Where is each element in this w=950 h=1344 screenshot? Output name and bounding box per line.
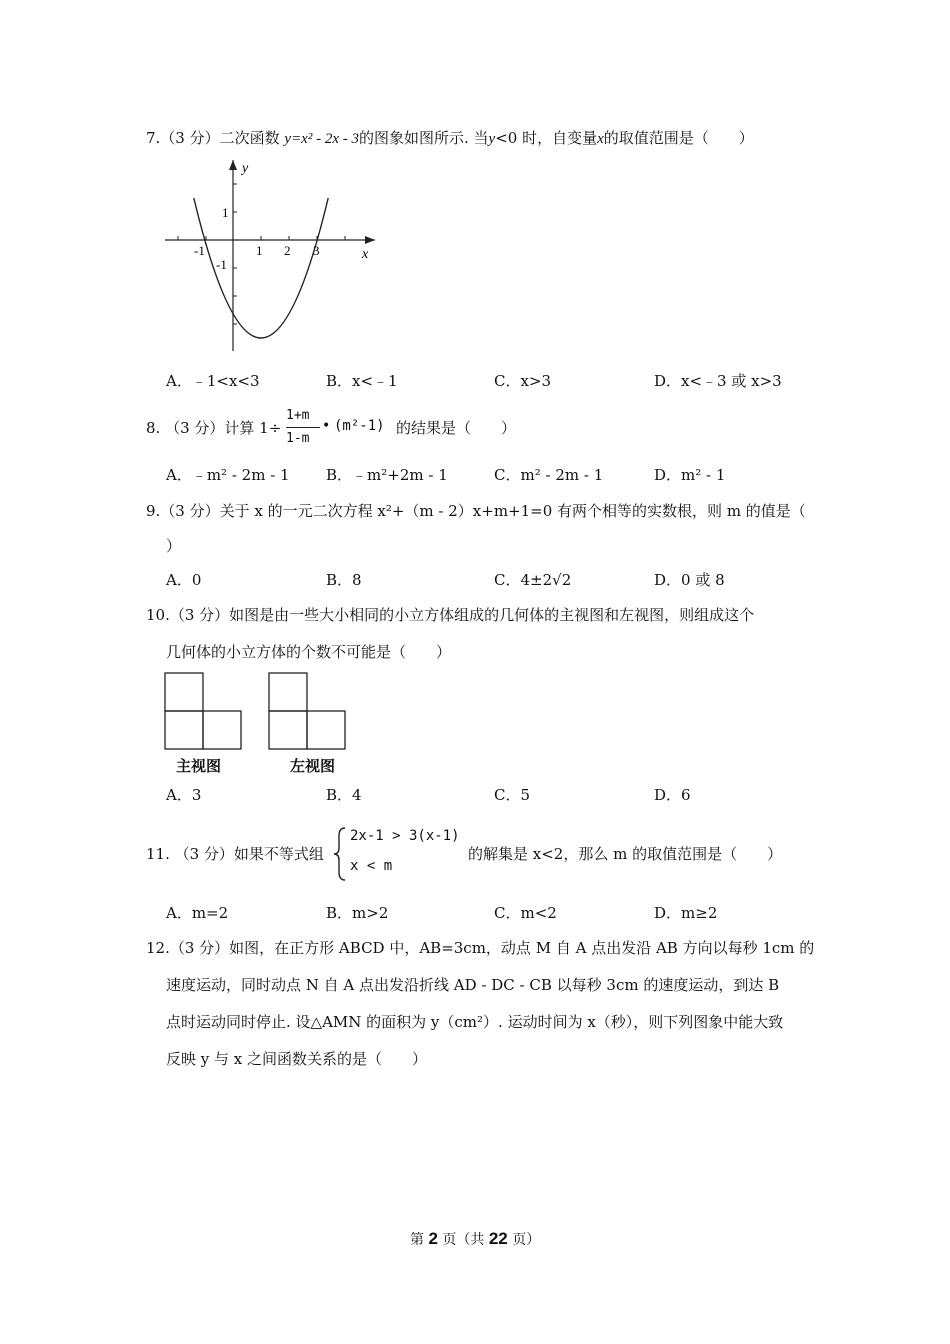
q8-fraction-numerator: 1+m <box>286 408 310 423</box>
q11-option-d: D．m≥2 <box>654 904 718 922</box>
q12-line2: 速度运动，同时动点 N 自 A 点出发沿折线 AD - DC - CB 以每秒 3cm 的速度运动，到达 B <box>166 976 780 994</box>
footer-pre: 第 <box>410 1232 424 1248</box>
q10-stem-line1: 10.（3 分）如图是由一些大小相同的小立方体组成的几何体的主视图和左视图，则组成这个 <box>146 606 755 624</box>
tick-label-yneg1: -1 <box>216 257 227 272</box>
q7-option-c: C．x>3 <box>494 372 552 390</box>
q11-option-b: B．m>2 <box>326 904 389 922</box>
footer-post: 页） <box>512 1232 541 1248</box>
q11-stem-b: 的解集是 x<2，那么 m 的取值范围是（ ） <box>468 845 783 863</box>
graph-x-label: x <box>362 247 369 262</box>
q7-x-var: x <box>597 131 604 147</box>
q11-inequality-1: 2x-1 > 3(x-1) <box>350 828 460 844</box>
q7-option-a: A．﹣1<x<3 <box>166 372 260 390</box>
q12-line4: 反映 y 与 x 之间函数关系的是（ ） <box>166 1050 428 1068</box>
q10-stem-line2: 几何体的小立方体的个数不可能是（ ） <box>166 643 452 661</box>
page-footer <box>410 1229 540 1249</box>
tick-label-y1: 1 <box>222 205 229 220</box>
q8-fraction-bar <box>286 427 320 428</box>
tick-label-3: 3 <box>313 243 320 258</box>
q8-option-d: D．m² - 1 <box>654 466 726 484</box>
q11-option-a: A．m=2 <box>166 904 229 922</box>
q8-multiply: • <box>322 418 331 434</box>
q9-stem-line2: ） <box>166 537 182 555</box>
tick-label-neg1: -1 <box>194 243 205 258</box>
q7-stem-part: <0 时，自变量 <box>495 129 598 147</box>
q8-fraction-denominator: 1-m <box>286 431 310 446</box>
left-view-figure <box>268 672 348 756</box>
q11-inequality-2: x < m <box>350 858 393 874</box>
q7-option-b: B．x<﹣1 <box>326 372 398 390</box>
q11-option-c: C．m<2 <box>494 904 557 922</box>
parabola-curve <box>194 198 328 338</box>
q7-parabola-graph <box>160 156 390 356</box>
q10-option-d: D．6 <box>654 786 691 804</box>
q9-option-b: B．8 <box>326 571 362 589</box>
q7-stem <box>146 128 754 149</box>
q8-option-a: A．﹣m² - 2m - 1 <box>166 466 290 484</box>
q9-option-d: D．0 或 8 <box>654 571 725 589</box>
q8-option-b: B．﹣m²+2m - 1 <box>326 466 448 484</box>
q8-stem-a: 8. （3 分）计算 1÷ <box>146 419 282 437</box>
q9-option-c: C．4±2√2 <box>494 571 572 589</box>
q7-stem-part: 的取值范围是（ ） <box>603 129 754 147</box>
x-axis-arrow <box>365 236 375 244</box>
q10-option-b: B．4 <box>326 786 362 804</box>
q12-line3: 点时运动同时停止. 设△AMN 的面积为 y（cm²）. 运动时间为 x（秒），则下列图象中能大致 <box>166 1013 784 1031</box>
q8-stem-b: 的结果是（ ） <box>396 419 517 437</box>
q7-function: y=x² - 2x - 3 <box>284 131 359 147</box>
q7-option-d: D．x<﹣3 或 x>3 <box>654 372 782 390</box>
front-view-label: 主视图 <box>176 758 222 775</box>
q9-stem-line1: 9.（3 分）关于 x 的一元二次方程 x²+（m - 2）x+m+1=0 有两个相等的实数根，则 m 的值是（ <box>146 502 806 520</box>
footer-total-pages: 22 <box>488 1229 508 1248</box>
q9-option-a: A．0 <box>166 571 202 589</box>
q11-brace <box>333 826 347 886</box>
y-axis-arrow <box>229 160 237 170</box>
q7-stem-part: 的图象如图所示. 当 <box>359 129 489 147</box>
tick-label-2: 2 <box>284 243 291 258</box>
footer-mid: 页（共 <box>442 1232 485 1248</box>
q7-stem-part: 7.（3 分）二次函数 <box>146 129 285 147</box>
q12-line1: 12.（3 分）如图，在正方形 ABCD 中，AB=3cm，动点 M 自 A 点出发沿 AB 方向以每秒 1cm 的 <box>146 939 815 957</box>
q8-option-c: C．m² - 2m - 1 <box>494 466 604 484</box>
q11-stem-a: 11. （3 分）如果不等式组 <box>146 845 324 863</box>
q8-expression: (m²-1) <box>334 418 385 434</box>
q10-option-a: A．3 <box>166 786 202 804</box>
front-view-figure <box>164 672 244 756</box>
q10-option-c: C．5 <box>494 786 531 804</box>
graph-y-label: y <box>242 161 249 176</box>
left-view-label: 左视图 <box>290 758 336 775</box>
tick-label-1: 1 <box>256 243 263 258</box>
footer-page-number: 2 <box>428 1229 438 1248</box>
q7-y-var: y <box>488 131 496 147</box>
